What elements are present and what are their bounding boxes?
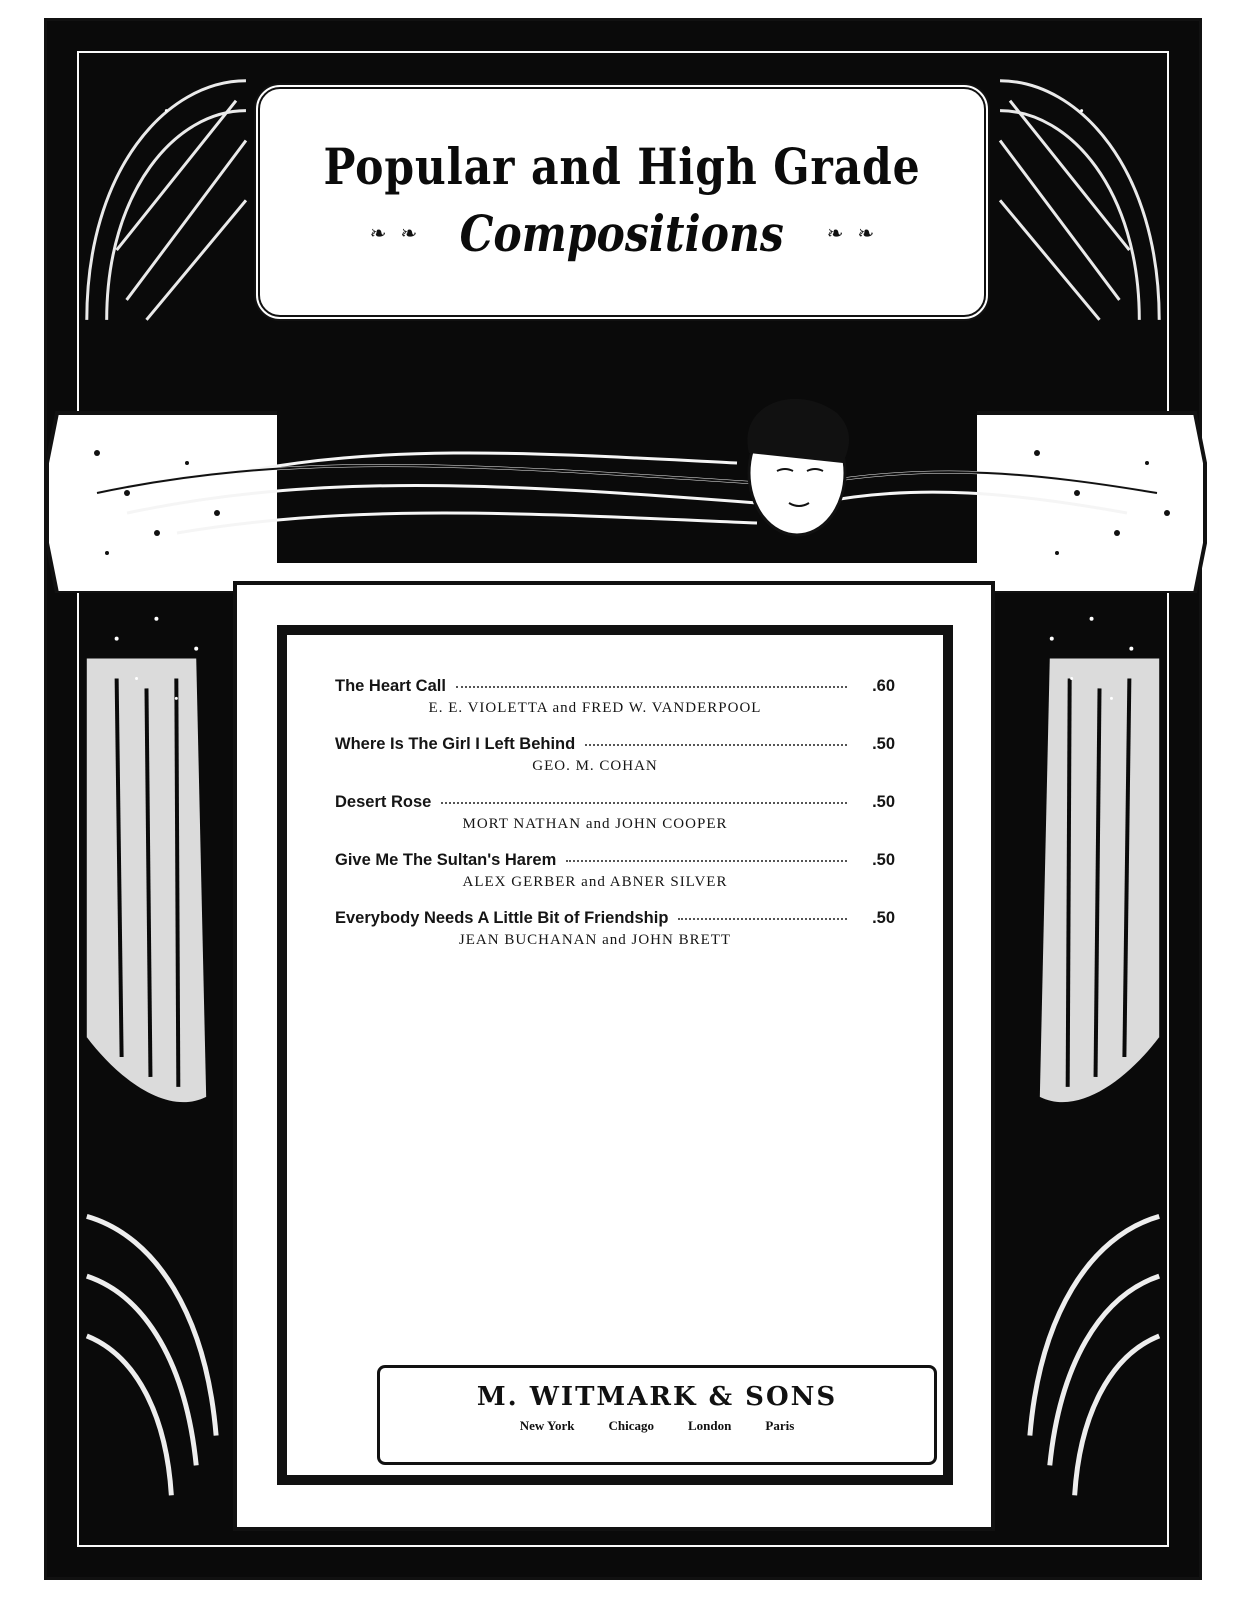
song-title: Give Me The Sultan's Harem bbox=[335, 851, 557, 869]
list-item bbox=[335, 909, 895, 949]
song-title: Where Is The Girl I Left Behind bbox=[335, 735, 576, 753]
list-item-row bbox=[335, 735, 895, 754]
song-price: .50 bbox=[872, 735, 895, 753]
content-panel bbox=[233, 581, 995, 1531]
song-title: Desert Rose bbox=[335, 793, 432, 811]
song-title: Everybody Needs A Little Bit of Friendship bbox=[335, 909, 669, 927]
list-item-row bbox=[335, 793, 895, 812]
dot-leader bbox=[585, 744, 847, 746]
song-credit: E. E. VIOLETTA and FRED W. VANDERPOOL bbox=[428, 700, 762, 716]
publisher-city: New York bbox=[519, 1418, 575, 1433]
list-item-row bbox=[335, 677, 895, 696]
leaf-ornament-icon: ❧ bbox=[857, 223, 875, 245]
list-item-row bbox=[335, 909, 895, 928]
content-inner-frame bbox=[277, 625, 953, 1485]
list-item bbox=[335, 851, 895, 891]
title-panel bbox=[254, 83, 990, 321]
song-title: The Heart Call bbox=[335, 677, 446, 695]
leaf-ornament-icon: ❧ bbox=[400, 223, 418, 245]
leaf-ornament-icon: ❧ bbox=[826, 223, 844, 245]
publisher-city: Chicago bbox=[608, 1418, 654, 1433]
song-price: .50 bbox=[872, 909, 895, 927]
list-item-row bbox=[335, 851, 895, 870]
publisher-name: M. WITMARK & SONS bbox=[476, 1382, 838, 1412]
list-item bbox=[335, 677, 895, 717]
dot-leader bbox=[441, 802, 847, 804]
publisher-cities bbox=[380, 1418, 934, 1434]
dot-leader bbox=[678, 918, 847, 920]
cover-subtitle-row bbox=[260, 204, 984, 263]
song-credit: MORT NATHAN and JOHN COOPER bbox=[462, 816, 728, 832]
cover-title: Popular and High Grade bbox=[323, 137, 921, 196]
cover-subtitle: Compositions bbox=[459, 204, 785, 263]
song-credit: ALEX GERBER and ABNER SILVER bbox=[462, 874, 728, 890]
song-credit: JEAN BUCHANAN and JOHN BRETT bbox=[458, 932, 732, 948]
publisher-city: Paris bbox=[765, 1418, 795, 1433]
song-credit: GEO. M. COHAN bbox=[532, 758, 658, 774]
dot-leader bbox=[456, 686, 847, 688]
song-price: .60 bbox=[872, 677, 895, 695]
list-item bbox=[335, 735, 895, 775]
song-list bbox=[335, 677, 895, 967]
song-price: .50 bbox=[872, 793, 895, 811]
leaf-ornament-icon: ❧ bbox=[369, 223, 387, 245]
list-item bbox=[335, 793, 895, 833]
banner-illustration bbox=[37, 343, 1215, 593]
dot-leader bbox=[566, 860, 847, 862]
publisher-banner bbox=[377, 1365, 937, 1465]
publisher-city: London bbox=[688, 1418, 732, 1433]
song-price: .50 bbox=[872, 851, 895, 869]
sheet-music-cover bbox=[44, 18, 1202, 1580]
